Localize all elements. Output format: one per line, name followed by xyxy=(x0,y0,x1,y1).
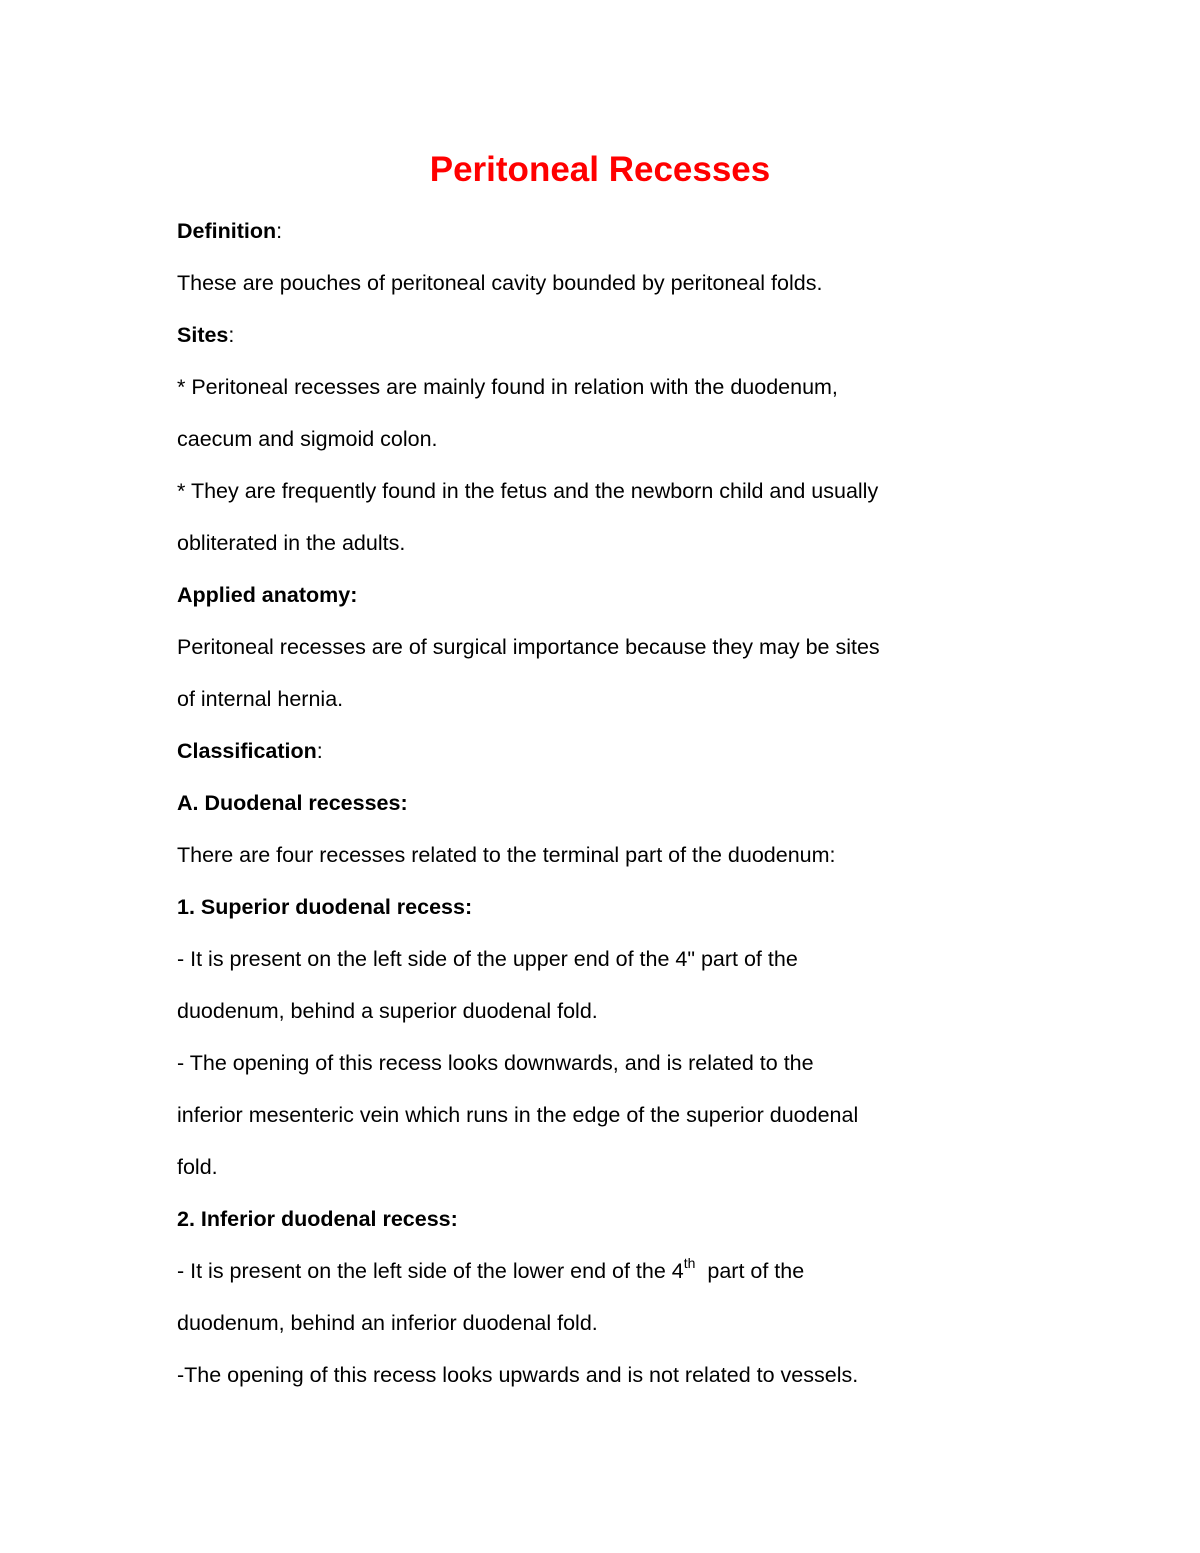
sites-line: caecum and sigmoid colon. xyxy=(177,427,438,451)
inferior-recess-line: duodenum, behind an inferior duodenal fold. xyxy=(177,1311,598,1335)
applied-anatomy-line: Peritoneal recesses are of surgical importance because they may be sites xyxy=(177,635,880,659)
classification-heading-line xyxy=(177,725,1057,777)
sites-heading-line xyxy=(177,309,1057,361)
superior-recess-line: - The opening of this recess looks downwards, and is related to the xyxy=(177,1051,814,1075)
definition-heading: Definition xyxy=(177,219,277,243)
ordinal-superscript: th xyxy=(683,1255,696,1271)
inferior-recess-line-start: - It is present on the left side of the lower end of the 4 xyxy=(177,1259,684,1283)
superior-recess-line: inferior mesenteric vein which runs in the edge of the superior duodenal xyxy=(177,1103,859,1127)
sites-line: * They are frequently found in the fetus and the newborn child and usually xyxy=(177,479,879,503)
superior-recess-line: duodenum, behind a superior duodenal fold. xyxy=(177,999,598,1023)
duodenal-recesses-heading: A. Duodenal recesses: xyxy=(177,791,408,815)
sites-line: * Peritoneal recesses are mainly found in relation with the duodenum, xyxy=(177,375,838,399)
sites-heading: Sites xyxy=(177,323,229,347)
document-body xyxy=(177,205,1057,1401)
duodenal-recesses-intro: There are four recesses related to the terminal part of the duodenum: xyxy=(177,843,836,867)
sites-colon: : xyxy=(228,323,235,347)
sites-line: obliterated in the adults. xyxy=(177,531,406,555)
superior-recess-line: - It is present on the left side of the upper end of the 4" part of the xyxy=(177,947,798,971)
superior-recess-heading: 1. Superior duodenal recess: xyxy=(177,895,473,919)
classification-heading: Classification xyxy=(177,739,317,763)
classification-colon: : xyxy=(316,739,323,763)
definition-text: These are pouches of peritoneal cavity bounded by peritoneal folds. xyxy=(177,271,823,295)
inferior-recess-heading: 2. Inferior duodenal recess: xyxy=(177,1207,458,1231)
page-title: Peritoneal Recesses xyxy=(429,150,771,189)
definition-colon: : xyxy=(276,219,283,243)
inferior-recess-line: -The opening of this recess looks upwards and is not related to vessels. xyxy=(177,1363,859,1387)
definition-heading-line xyxy=(177,205,1057,257)
applied-anatomy-line: of internal hernia. xyxy=(177,687,344,711)
inferior-recess-line xyxy=(177,1245,1057,1297)
inferior-recess-line-end: part of the xyxy=(695,1259,805,1283)
superior-recess-line: fold. xyxy=(177,1155,218,1179)
applied-anatomy-heading: Applied anatomy: xyxy=(177,583,358,607)
